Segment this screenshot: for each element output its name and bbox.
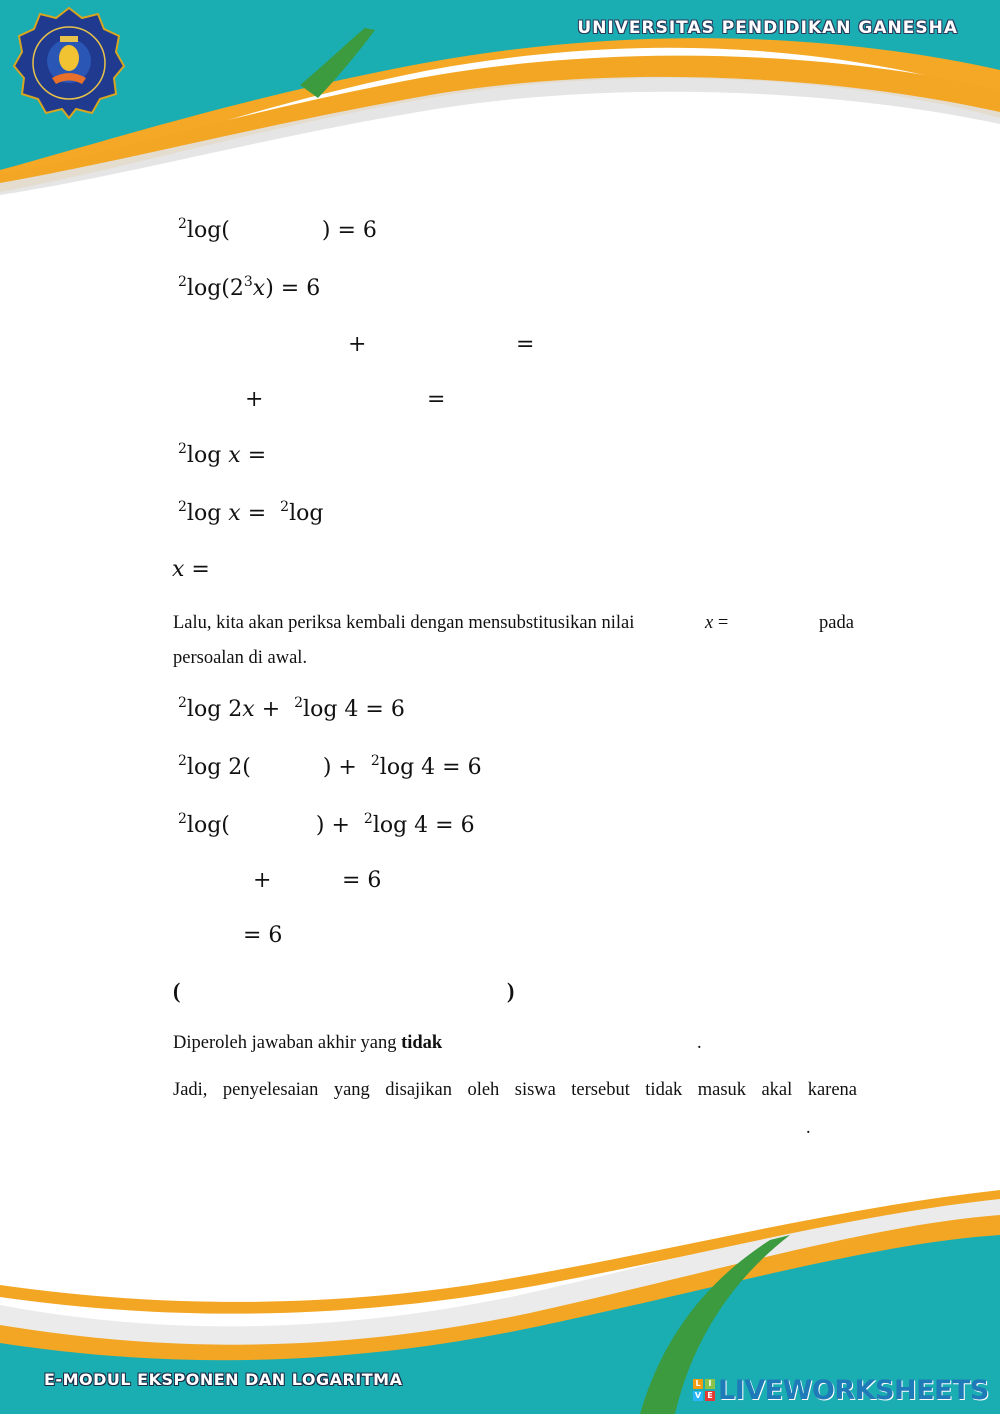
verify-step-1: $^2$log 2x + $^2$log 4 = 6 [178,695,405,722]
verify-close-paren: ) [507,978,515,1003]
verify-open-paren: ( [173,978,181,1003]
equation-step-6: $^2$log x = $^2$log [178,499,324,526]
check-text-after: pada [819,613,854,633]
university-title: UNIVERSITAS PENDIDIKAN GANESHA [577,18,958,38]
equation-step-7: x = [172,557,210,582]
equation-step-4-plus: + [245,387,264,412]
conclusion-period: . [697,1033,702,1053]
conclusion-line: Diperoleh jawaban akhir yang tidak [173,1033,443,1053]
footer-module-title: E-MODUL EKSPONEN DAN LOGARITMA [44,1370,403,1389]
liveworksheets-brand [693,1375,989,1405]
final-statement-period: . [806,1118,811,1138]
check-text-before: Lalu, kita akan periksa kembali dengan mensubstitusikan nilai [173,613,635,633]
liveworksheets-logo-icon: L I V E [693,1379,715,1401]
verify-step-4-equals: = 6 [342,868,382,893]
verify-step-2: $^2$log 2( ) + $^2$log 4 = 6 [178,753,482,780]
verify-step-3: $^2$log( ) + $^2$log 4 = 6 [178,811,475,838]
equation-step-3-equals: = [516,332,535,357]
equation-step-5: $^2$log x = [178,441,267,468]
verify-step-5: = 6 [243,923,283,948]
liveworksheets-wordmark: LIVEWORKSHEETS [718,1374,989,1406]
equation-step-1: $^2$log( ) = 6 [178,216,377,243]
equation-step-4-equals: = [427,387,446,412]
final-statement-line1: Jadi, penyelesaian yang disajikan oleh siswa tersebut tidak masuk akal karena [173,1080,857,1100]
verify-step-4-plus: + [253,868,272,893]
check-text-line2: persoalan di awal. [173,648,308,668]
equation-step-2: $^2\log(2^3x) = 6$ [178,274,321,301]
equation-step-3-plus: + [348,332,367,357]
check-variable: x = [705,613,729,633]
undiksha-logo [12,6,126,120]
